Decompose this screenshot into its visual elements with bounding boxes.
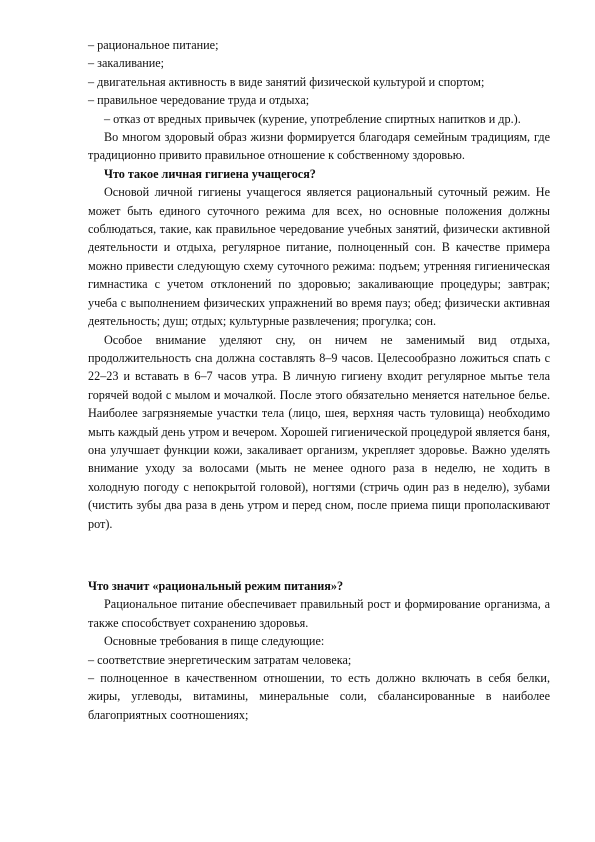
list-item: – двигательная активность в виде занятий физической культурой и спортом; [88,74,485,89]
document-body [88,36,550,724]
list-item: – правильное чередование труда и отдыха; [88,93,310,108]
list-item: – соответствие энергетическим затратам человека; [88,652,352,667]
section-heading-nutrition: Что значит «рациональный режим питания»? [88,578,344,593]
paragraph-sleep: Особое внимание уделяют сну, он ничем не заменимый вид отдыха, продолжительность сна должна составлять 8–9 часов. Целесообразно ложиться спать с 22–23 и вставать в 6–7 часов утра. В личную гигиену входит регулярное мытье тела горячей водой с мылом и мочалкой. После этого обязательно меняется нательное белье. Наиболее загрязняемые участки тела (лицо, шея, верхняя часть туловища) необходимо мыть каждый день утром и вечером. Хорошей гигиенической процедурой является баня, она улучшает функции кожи, закаливает организм, укрепляет здоровье. Важно уделять внимание уходу за волосами (мыть не менее одного раза в неделю, не ходить в холодную погоду с непокрытой головой), ногтями (стричь один раз в неделю), зубами (чистить зубы два раза в день утром и перед сном, после приема пищи прополаскивают рот). [88,332,550,531]
paragraph-requirements: Основные требования в пище следующие: [104,634,325,649]
list-item: – закаливание; [88,56,165,71]
paragraph-regime: Основой личной гигиены учащегося является рациональный суточный режим. Не может быть единого суточного режима для всех, но основные положения должны соблюдаться, такие, как правильное чередование учебных занятий, физически активной деятельности и отдыха, регулярное питание, полноценный сон. В качестве примера можно привести следующую схему суточного режима: подъем; утренняя гигиеническая гимнастика с учетом отклонений по здоровью; закаливающие процедуры; завтрак; учеба с выполнением физических упражнений во время пауз; обед; физически активная деятельность; душ; отдых; культурные развлечения; прогулка; сон. [88,185,550,329]
paragraph-nutrition: Рациональное питание обеспечивает правильный рост и формирование организма, а также способствует сохранению здоровья. [88,597,550,630]
section-heading-hygiene: Что такое личная гигиена учащегося? [104,166,316,181]
list-item: – отказ от вредных привычек (курение, употребление спиртных напитков и др.). [104,111,521,126]
spacer [88,533,550,577]
list-item: – рациональное питание; [88,38,219,52]
list-item: – полноценное в качественном отношении, то есть должно включать в себя белки, жиры, углеводы, витамины, минеральные соли, сбалансированные в наиболее благоприятных соотношениях; [88,671,550,722]
paragraph-family: Во многом здоровый образ жизни формируется благодаря семейным традициям, где традиционно привито правильное отношение к собственному здоровью. [88,130,550,163]
